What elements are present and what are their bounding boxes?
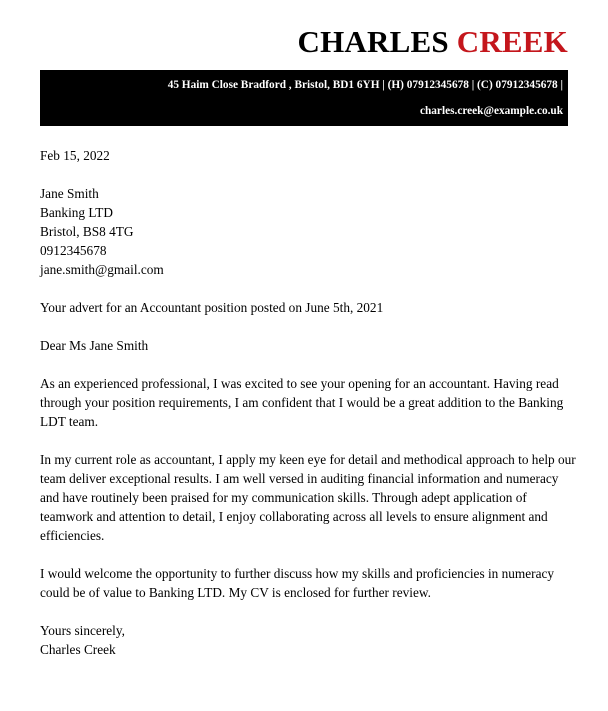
last-name: CREEK xyxy=(456,24,568,59)
contact-address-phones: 45 Haim Close Bradford , Bristol, BD1 6YH | (H) 07912345678 | (C) 07912345678 | xyxy=(167,79,563,91)
letter-body xyxy=(40,146,580,659)
recipient-phone: 0912345678 xyxy=(40,243,107,258)
letter-date: Feb 15, 2022 xyxy=(40,148,110,163)
letter-subject: Your advert for an Accountant position posted on June 5th, 2021 xyxy=(40,300,384,315)
recipient-email: jane.smith@gmail.com xyxy=(40,262,164,277)
recipient-city: Bristol, BS8 4TG xyxy=(40,224,134,239)
recipient-block xyxy=(40,184,580,279)
closing-phrase: Yours sincerely, xyxy=(40,623,125,638)
body-paragraph-3: I would welcome the opportunity to further discuss how my skills and proficiencies in numeracy could be of value to Banking LTD. My CV is enclosed for further review. xyxy=(40,566,555,600)
signature-name: Charles Creek xyxy=(40,642,116,657)
body-paragraph-2: In my current role as accountant, I apply my keen eye for detail and methodical approach to help our team deliver exceptional results. I am well versed in auditing financial information and numeracy and have routinely been praised for my communication skills. Through adept application of teamwork and attention to detail, I enjoy collaborating across all levels to ensure alignment and efficiencies. xyxy=(40,452,576,543)
recipient-name: Jane Smith xyxy=(40,186,99,201)
contact-bar xyxy=(40,70,568,126)
closing-block xyxy=(40,621,580,659)
applicant-name-heading xyxy=(298,22,568,62)
recipient-company: Banking LTD xyxy=(40,205,114,220)
contact-email: charles.creek@example.co.uk xyxy=(419,105,563,117)
body-paragraph-1: As an experienced professional, I was excited to see your opening for an accountant. Having read through your position requirements, I am confident that I would be a great addition to the Banking LDT team. xyxy=(40,376,564,429)
salutation: Dear Ms Jane Smith xyxy=(40,338,149,353)
first-name: CHARLES xyxy=(297,24,449,59)
